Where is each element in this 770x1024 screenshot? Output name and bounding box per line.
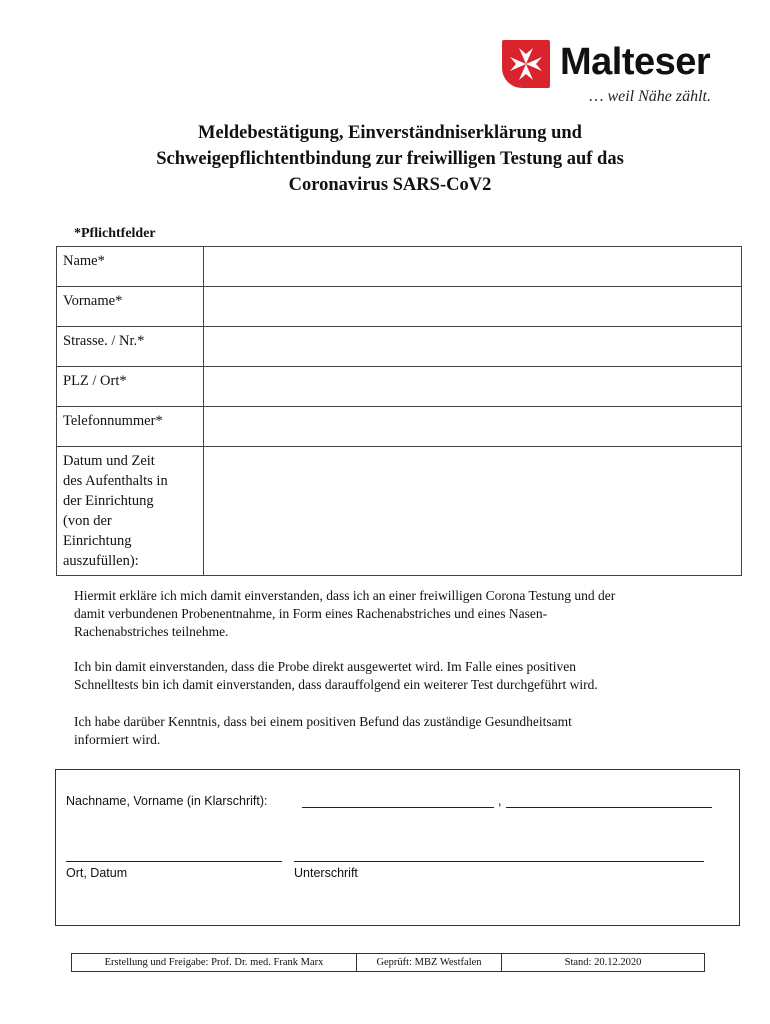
paragraph-line: Ich habe darüber Kenntnis, dass bei einem positiven Befund das zuständige Gesundheitsamt	[74, 714, 572, 729]
plz-ort-label: PLZ / Ort*	[57, 367, 204, 407]
strasse-field[interactable]	[204, 327, 742, 367]
maltese-cross-icon	[508, 46, 544, 82]
vorname-label: Vorname*	[57, 287, 204, 327]
datum-zeit-label	[57, 447, 204, 576]
logo-badge	[502, 40, 550, 88]
title-line-2: Schweigepflichtentbindung zur freiwilligen Testung auf das	[156, 149, 624, 169]
paragraph-line: informiert wird.	[74, 732, 161, 747]
name-label: Name*	[57, 247, 204, 287]
table-row	[57, 447, 742, 576]
nachname-line[interactable]	[302, 807, 494, 808]
paragraph-line: Rachenabstriches teilnehme.	[74, 624, 229, 639]
paragraph-line: Hiermit erkläre ich mich damit einverstanden, dass ich an einer freiwilligen Corona Testung und der	[74, 588, 616, 603]
strasse-label: Strasse. / Nr.*	[57, 327, 204, 367]
ort-datum-label: Ort, Datum	[66, 866, 128, 880]
datum-label-line: Datum und Zeit	[63, 453, 155, 469]
consent-paragraph-2	[74, 658, 724, 694]
title-line-3: Coronavirus SARS-CoV2	[288, 175, 492, 195]
paragraph-line: damit verbundenen Probenentnahme, in Form eines Rachenabstriches und eines Nasen-	[74, 606, 548, 621]
name-klarschrift-label: Nachname, Vorname (in Klarschrift):	[66, 794, 268, 808]
footer-stand: Stand: 20.12.2020	[502, 954, 705, 972]
table-row	[57, 287, 742, 327]
malteser-logo	[502, 40, 717, 106]
consent-paragraph-1	[74, 587, 724, 641]
datum-zeit-field[interactable]	[204, 447, 742, 576]
vorname-line[interactable]	[506, 807, 712, 808]
vorname-field[interactable]	[204, 287, 742, 327]
logo-name: Malteser	[560, 41, 711, 83]
table-row	[57, 247, 742, 287]
required-fields-note: *Pflichtfelder	[74, 226, 156, 241]
datum-label-line: auszufüllen):	[63, 553, 139, 569]
table-row	[57, 367, 742, 407]
logo-tagline: … weil Nähe zählt.	[589, 88, 711, 105]
plz-ort-field[interactable]	[204, 367, 742, 407]
footer-erstellung: Erstellung und Freigabe: Prof. Dr. med. Frank Marx	[72, 954, 357, 972]
table-row	[57, 407, 742, 447]
document-title	[80, 120, 700, 198]
name-comma: ,	[498, 794, 502, 808]
footer-geprueft: Geprüft: MBZ Westfalen	[357, 954, 502, 972]
paragraph-line: Ich bin damit einverstanden, dass die Probe direkt ausgewertet wird. Im Falle eines positiven	[74, 659, 576, 674]
personal-data-table	[56, 246, 742, 576]
name-field[interactable]	[204, 247, 742, 287]
ort-datum-line[interactable]	[66, 861, 282, 862]
unterschrift-label: Unterschrift	[294, 866, 358, 880]
footer-table	[71, 953, 705, 972]
signature-box	[55, 769, 740, 926]
consent-paragraph-3	[74, 713, 724, 749]
telefon-label: Telefonnummer*	[57, 407, 204, 447]
telefon-field[interactable]	[204, 407, 742, 447]
unterschrift-line[interactable]	[294, 861, 704, 862]
title-line-1: Meldebestätigung, Einverständniserklärung und	[198, 123, 582, 143]
datum-label-line: Einrichtung	[63, 533, 132, 549]
datum-label-line: der Einrichtung	[63, 493, 154, 509]
datum-label-line: des Aufenthalts in	[63, 473, 168, 489]
table-row	[72, 954, 705, 972]
paragraph-line: Schnelltests bin ich damit einverstanden, dass darauffolgend ein weiterer Test durchgeführt wird.	[74, 677, 598, 692]
datum-label-line: (von der	[63, 513, 112, 529]
table-row	[57, 327, 742, 367]
